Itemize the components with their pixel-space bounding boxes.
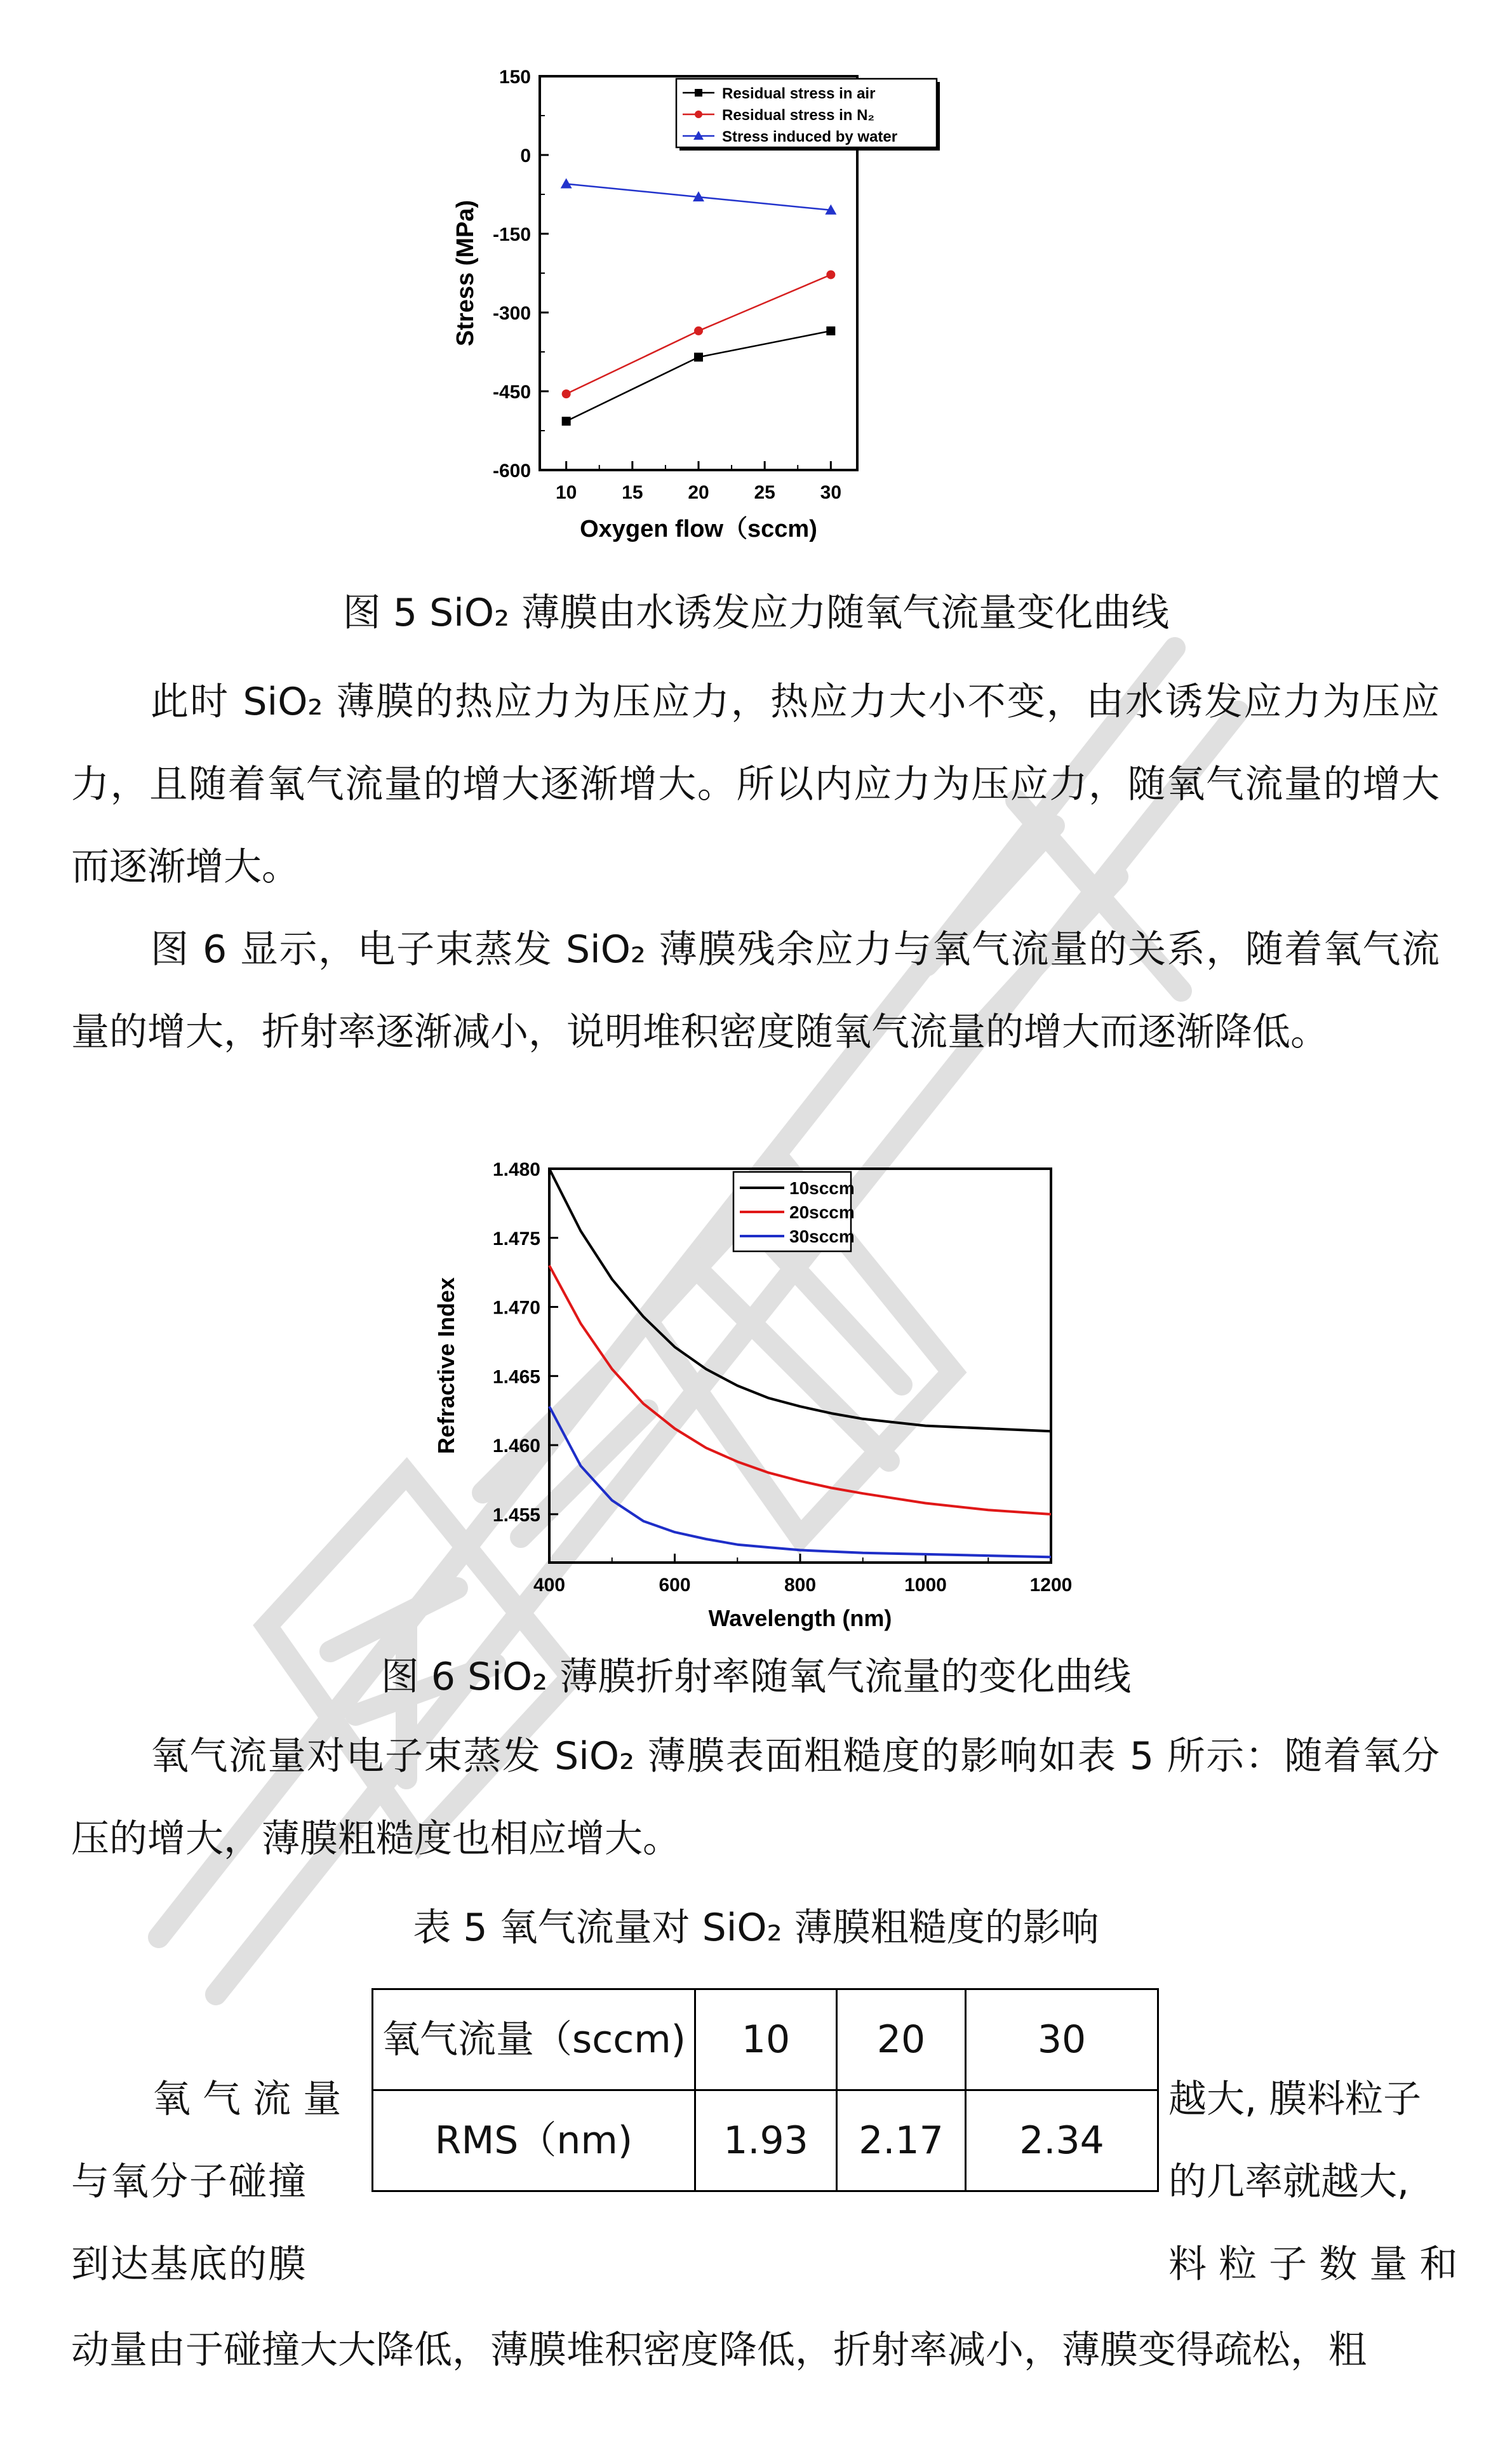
paragraph-3 <box>71 1715 1440 1880</box>
y-tick-label: -300 <box>492 303 531 324</box>
table-cell-flow-30: 30 <box>966 1989 1158 2090</box>
paragraph-2-text: 图 6 显示，电子束蒸发 SiO₂ 薄膜残余应力与氧气流量的关系，随着氧气流量的增大，折射率逐渐减小，说明堆积密度随氧气流量的增大而逐渐降低。 <box>71 927 1440 1054</box>
y-axis-label: Refractive Index <box>433 1277 459 1455</box>
refractive-index-chart-svg <box>419 1150 1092 1645</box>
x-tick-label: 20 <box>688 482 709 503</box>
table-cell-flow-20: 20 <box>837 1989 966 2090</box>
last-line: 动量由于碰撞大大降低，薄膜堆积密度降低，折射率减小，薄膜变得疏松，粗 <box>71 2328 1367 2372</box>
x-tick-label: 400 <box>533 1575 566 1596</box>
side-right-line-1: 越大, 膜料粒子 <box>1168 2077 1422 2122</box>
series-line <box>566 331 831 421</box>
table-cell-flow-10: 10 <box>695 1989 837 2090</box>
legend-marker <box>695 111 702 118</box>
x-axis-label: Wavelength (nm) <box>708 1605 892 1631</box>
paragraph-3-text: 氧气流量对电子束蒸发 SiO₂ 薄膜表面粗糙度的影响如表 5 所示：随着氧分压的增大，薄膜粗糙度也相应增大。 <box>71 1734 1440 1861</box>
y-tick-label: 1.470 <box>492 1297 540 1319</box>
x-tick-label: 800 <box>784 1575 817 1596</box>
y-tick-label: 1.475 <box>492 1228 540 1249</box>
table-cell-rms-30: 2.34 <box>966 2090 1158 2191</box>
data-point <box>826 270 835 279</box>
y-tick-label: 150 <box>498 67 531 88</box>
data-point <box>562 389 571 398</box>
table-header-flow: 氧气流量（sccm) <box>373 1989 695 2090</box>
x-tick-label: 15 <box>622 482 643 503</box>
y-tick-label: 1.480 <box>492 1159 540 1180</box>
x-tick-label: 10 <box>555 482 577 503</box>
legend-label: Stress induced by water <box>722 128 898 145</box>
data-point <box>826 326 835 335</box>
figure-6-caption: 图 6 SiO₂ 薄膜折射率随氧气流量的变化曲线 <box>380 1655 1132 1699</box>
y-tick-label: -600 <box>492 461 531 481</box>
table-cell-rms-10: 1.93 <box>695 2090 837 2191</box>
legend-marker <box>695 89 702 97</box>
x-tick-label: 30 <box>820 482 842 503</box>
series-curve <box>549 1265 1051 1514</box>
y-tick-label: -450 <box>492 382 531 403</box>
legend-label: Residual stress in N₂ <box>722 107 875 124</box>
legend-label: 20sccm <box>789 1202 855 1222</box>
roughness-table <box>371 1988 1159 2192</box>
legend-label: 30sccm <box>789 1227 855 1246</box>
side-right-line-2: 的几率就越大, <box>1168 2160 1410 2204</box>
table-cell-rms-20: 2.17 <box>837 2090 966 2191</box>
y-tick-label: 0 <box>520 145 531 166</box>
paragraph-1-text: 此时 SiO₂ 薄膜的热应力为压应力，热应力大小不变，由水诱发应力为压应力，且随着氧气流量的增大逐渐增大。所以内应力为压应力，随氧气流量的增大而逐渐增大。 <box>71 680 1440 889</box>
paragraph-2 <box>71 908 1440 1073</box>
side-left-line-3: 到达基底的膜 <box>71 2242 307 2287</box>
table-row-rms <box>373 2090 1158 2191</box>
y-tick-label: 1.460 <box>492 1436 540 1457</box>
legend-label: 10sccm <box>789 1178 855 1198</box>
side-right-line-3: 料 粒 子 数 量 和 <box>1168 2242 1458 2287</box>
y-axis-label: Stress (MPa) <box>452 199 479 347</box>
paragraph-1 <box>71 661 1440 908</box>
side-left-line-1: 氧 气 流 量 <box>152 2077 342 2122</box>
y-tick-label: 1.465 <box>492 1366 540 1388</box>
legend-label: Residual stress in air <box>722 85 876 102</box>
y-tick-label: 1.455 <box>492 1504 540 1526</box>
data-point <box>694 326 703 335</box>
x-tick-label: 1000 <box>904 1575 947 1596</box>
figure-5-chart <box>419 60 991 556</box>
figure-5-caption: 图 5 SiO₂ 薄膜由水诱发应力随氧气流量变化曲线 <box>342 591 1170 635</box>
data-point <box>694 353 703 361</box>
table-5-caption: 表 5 氧气流量对 SiO₂ 薄膜粗糙度的影响 <box>413 1906 1099 1950</box>
data-point <box>561 178 572 188</box>
x-tick-label: 1200 <box>1029 1575 1073 1596</box>
x-tick-label: 600 <box>659 1575 691 1596</box>
data-point <box>562 417 571 426</box>
stress-chart-svg <box>419 60 991 556</box>
table-row-flow <box>373 1989 1158 2090</box>
y-tick-label: -150 <box>492 224 531 245</box>
side-left-line-2: 与氧分子碰撞 <box>71 2160 307 2204</box>
x-tick-label: 25 <box>754 482 775 503</box>
figure-6-chart <box>419 1150 1092 1645</box>
x-axis-label: Oxygen flow（sccm) <box>580 516 817 542</box>
table-header-rms: RMS（nm) <box>373 2090 695 2191</box>
